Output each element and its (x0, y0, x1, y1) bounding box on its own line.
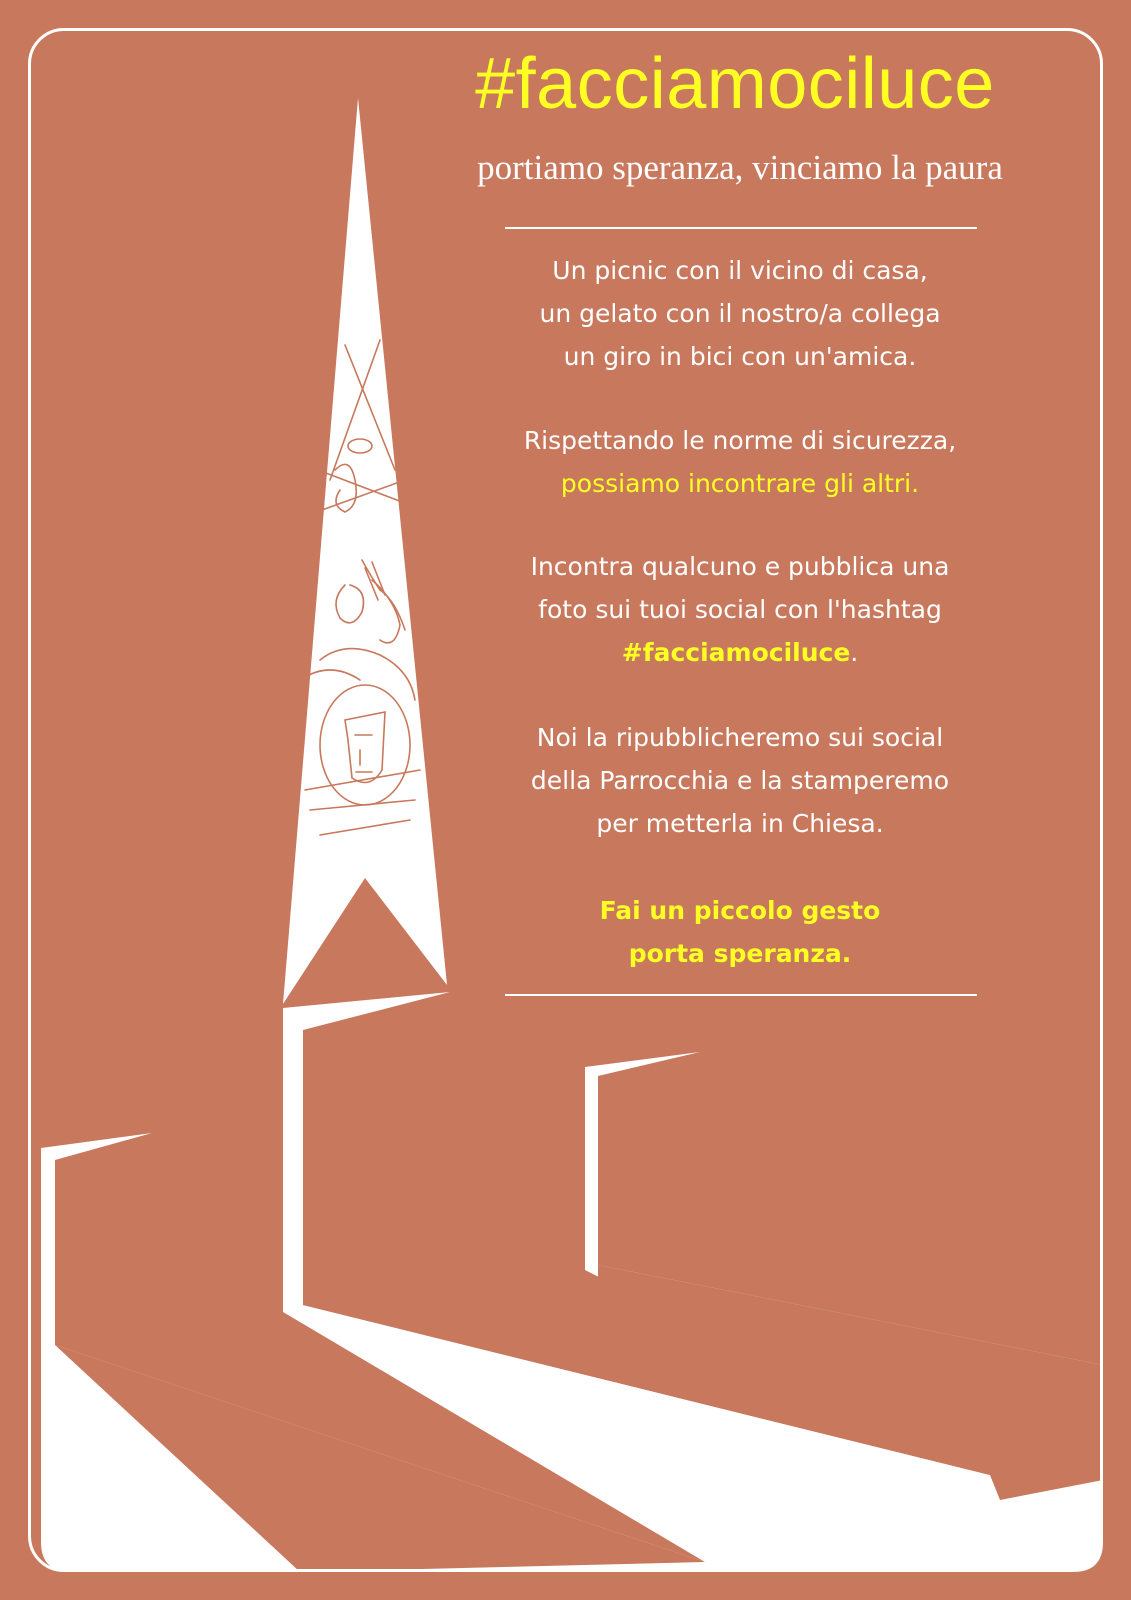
paragraph-instructions (470, 545, 1010, 674)
text-line: Rispettando le norme di sicurezza, (523, 426, 957, 455)
text-line: Un picnic con il vicino di casa, (552, 256, 928, 285)
text-line: un gelato con il nostro/a collega (539, 299, 941, 328)
top-divider (505, 227, 977, 229)
highlight-line: possiamo incontrare gli altri. (560, 469, 920, 498)
hashtag-title: #facciamociluce (475, 44, 995, 124)
punctuation: . (850, 638, 859, 667)
text-line: porta speranza. (628, 939, 852, 968)
text-line: Noi la ripubblicheremo sui social (536, 723, 944, 752)
paragraph-examples (470, 249, 1010, 378)
subtitle: portiamo speranza, vinciamo la paura (477, 148, 1003, 187)
paragraph-repost (470, 716, 1010, 845)
paragraph-safety (470, 419, 1010, 505)
text-line: foto sui tuoi social con l'hashtag (538, 595, 942, 624)
closing-call-to-action (470, 889, 1010, 975)
bottom-divider (505, 994, 977, 996)
text-line: Incontra qualcuno e pubblica una (530, 552, 950, 581)
text-line: per metterla in Chiesa. (596, 809, 884, 838)
text-line: Fai un piccolo gesto (599, 896, 881, 925)
text-line: della Parrocchia e la stamperemo (530, 766, 950, 795)
hashtag-inline: #facciamociluce (621, 638, 851, 667)
text-line: un giro in bici con un'amica. (563, 342, 917, 371)
